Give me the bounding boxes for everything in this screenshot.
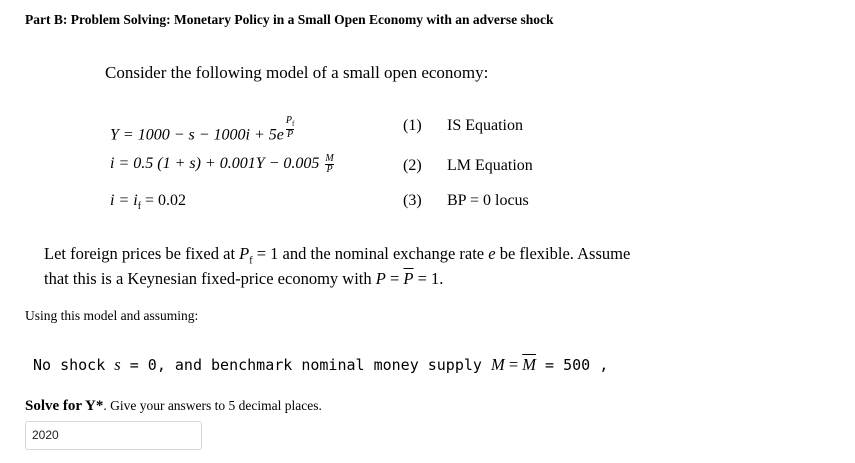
is-equation <box>110 116 296 145</box>
eq1-name: IS Equation <box>447 117 523 134</box>
eq3-name: BP = 0 locus <box>447 192 529 209</box>
solve-prompt: Solve for Y*. Give your answers to 5 decimal places. <box>25 398 322 414</box>
assumption-line-2: that this is a Keynesian fixed-price economy with $P = \overline{P} = 1$. <box>44 269 444 288</box>
eq2-text: i = 0.5 (1 + s) + 0.001Y − 0.005 <box>110 155 320 173</box>
shock-statement: No shock s = 0, and benchmark nominal money supply $M = \overline{M} = 500$ , <box>33 355 609 374</box>
assumption-line-1: Let foreign prices be fixed at $P_f = 1$ and the nominal exchange rate e be flexible. Assume <box>44 244 631 267</box>
model-intro: Consider the following model of a small open economy: <box>105 63 489 82</box>
eq1-text: Y = 1000 − s − 1000i + 5e <box>110 126 284 144</box>
lm-equation <box>110 154 336 175</box>
page-title: Part B: Problem Solving: Monetary Policy in a Small Open Economy with an adverse shock <box>25 12 554 27</box>
eq1-exponent: $\frac{P_f}{P}$ <box>285 115 295 140</box>
eq1-number: (1) <box>403 117 422 134</box>
eq2-fraction: $\frac{M}{P}$ <box>325 153 334 175</box>
eq2-number: (2) <box>403 157 422 174</box>
solve-bold: Solve for Y* <box>25 398 104 414</box>
eq3-number: (3) <box>403 192 422 209</box>
eq2-name: LM Equation <box>447 157 533 174</box>
using-label: Using this model and assuming: <box>25 308 199 323</box>
answer-input[interactable]: 2020 <box>25 421 202 450</box>
bp-equation: $i = i_f = 0.02$ <box>110 192 187 213</box>
